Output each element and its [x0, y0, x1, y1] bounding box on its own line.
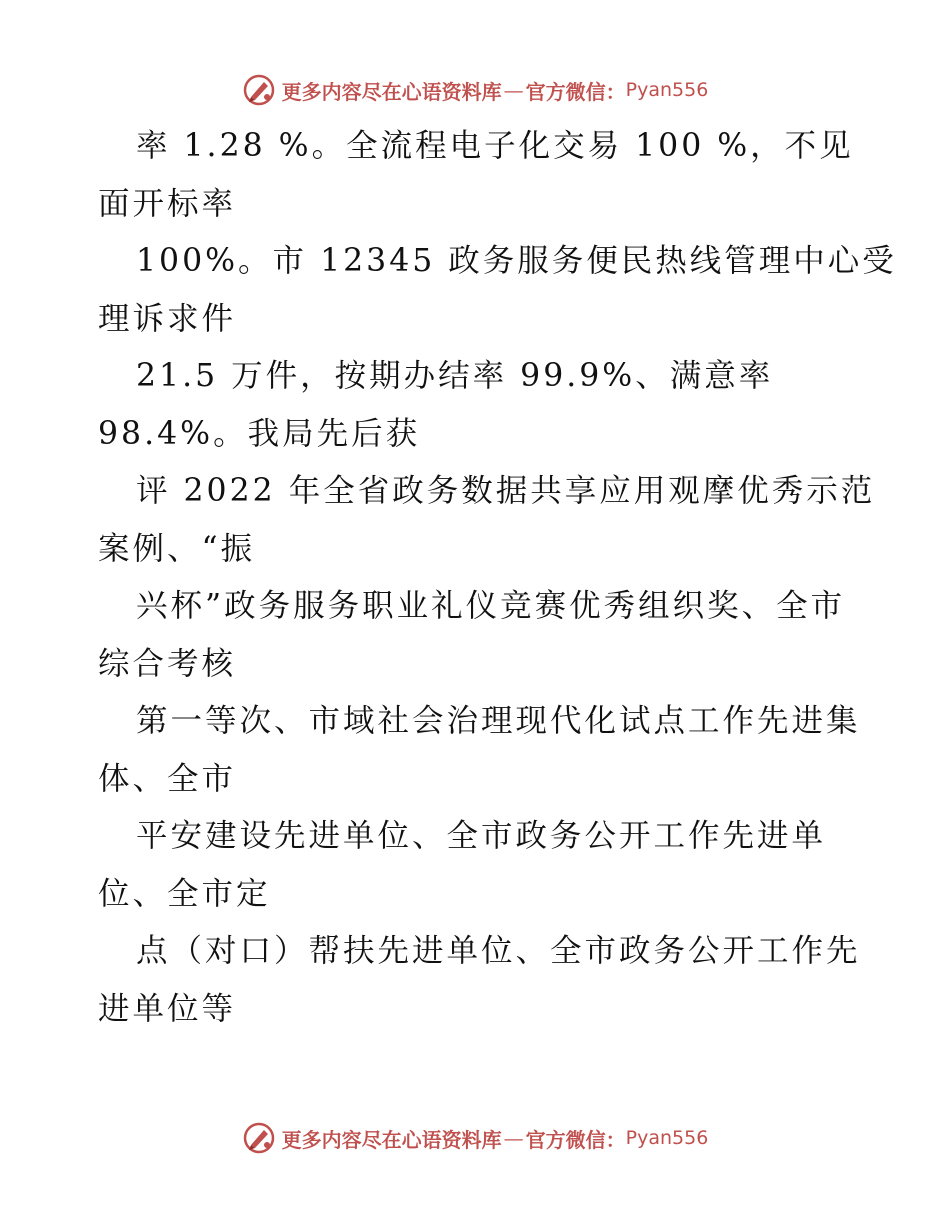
text-line-8: 案例、“振	[98, 530, 256, 567]
text-line-5: 21.5 万件，按期办结率 99.9%、满意率	[136, 358, 774, 394]
banner-separator: —	[503, 78, 524, 102]
text-line-7: 评 2022 年全省政务数据共享应用观摩优秀示范	[136, 473, 876, 509]
text-line-9: 兴杯”政务服务职业礼仪竞赛优秀组织奖、全市	[136, 588, 846, 624]
text-line-16: 进单位等	[98, 990, 237, 1027]
text-line-1: 率 1.28 %。全流程电子化交易 100 %，不见	[136, 128, 854, 164]
banner-wechat-id: Pyan556	[625, 1127, 709, 1149]
banner-separator: —	[503, 1126, 524, 1150]
banner-title: 更多内容尽在心语资料库	[281, 79, 502, 104]
text-line-3: 100%。市 12345 政务服务便民热线管理中心受	[136, 243, 897, 279]
banner-title: 更多内容尽在心语资料库	[281, 1127, 502, 1152]
banner-wechat-label: 官方微信：	[525, 79, 626, 104]
text-line-11: 第一等次、市域社会治理现代化试点工作先进集	[136, 703, 861, 739]
text-line-14: 位、全市定	[98, 875, 271, 912]
document-body	[98, 118, 897, 1038]
header-watermark-banner	[0, 70, 950, 110]
pen-logo-icon	[242, 1121, 276, 1155]
text-line-12: 体、全市	[98, 760, 237, 797]
text-line-15: 点（对口）帮扶先进单位、全市政务公开工作先	[136, 933, 861, 969]
footer-watermark-banner	[0, 1118, 950, 1158]
text-line-4: 理诉求件	[98, 300, 237, 337]
pen-logo-icon	[242, 73, 276, 107]
banner-wechat-label: 官方微信：	[525, 1127, 626, 1152]
banner-wechat-id: Pyan556	[625, 79, 709, 101]
text-line-13: 平安建设先进单位、全市政务公开工作先进单	[136, 818, 827, 854]
text-line-10: 综合考核	[98, 645, 237, 682]
text-line-6: 98.4%。我局先后获	[98, 415, 421, 452]
text-line-2: 面开标率	[98, 185, 237, 222]
